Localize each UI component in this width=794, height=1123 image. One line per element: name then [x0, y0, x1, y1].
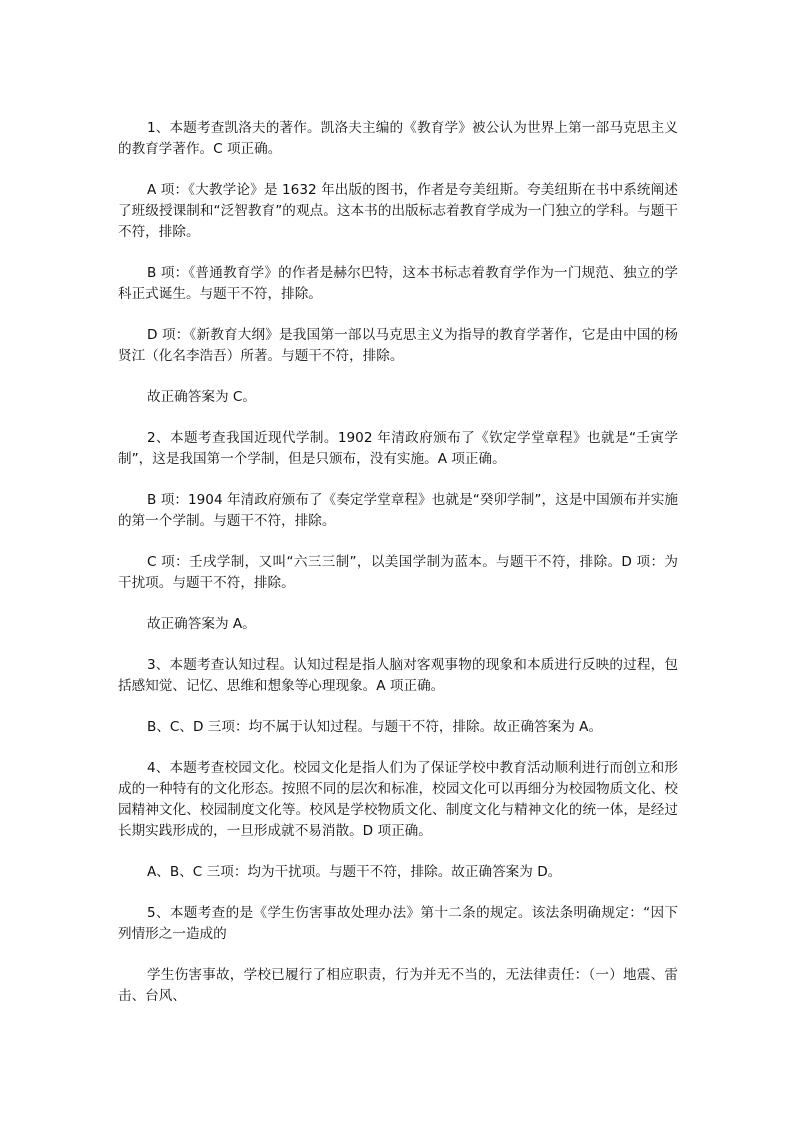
paragraph-q3-options: B、C、D 三项：均不属于认知过程。与题干不符，排除。故正确答案为 A。: [147, 719, 603, 735]
paragraph-q1-option-d: D 项：《新教育大纲》是我国第一部以马克思主义为指导的教育学著作，它是由中国的杨贤江（化名李浩吾）所著。与题干不符，排除。: [118, 327, 678, 364]
paragraph-q5-intro: 5、本题考查的是《学生伤害事故处理办法》第十二条的规定。该法条明确规定：“因下列情形之一造成的: [118, 905, 678, 942]
paragraph-q2-option-cd: C 项：壬戌学制，又叫“六三三制”，以美国学制为蓝本。与题干不符，排除。D 项：为干扰项。与题干不符，排除。: [118, 554, 678, 591]
paragraph-q2-option-b: B 项：1904 年清政府颁布了《奏定学堂章程》也就是“癸卯学制”，这是中国颁布并实施的第一个学制。与题干不符，排除。: [118, 492, 678, 529]
document-page: [118, 118, 678, 1027]
paragraph-q2-intro: 2、本题考查我国近现代学制。1902 年清政府颁布了《钦定学堂章程》也就是“壬寅学制”，这是我国第一个学制，但是只颁布，没有实施。A 项正确。: [118, 430, 678, 467]
paragraph-q3-intro: 3、本题考查认知过程。认知过程是指人脑对客观事物的现象和本质进行反映的过程，包括感知觉、记忆、思维和想象等心理现象。A 项正确。: [118, 657, 678, 694]
paragraph-q1-intro: 1、本题考查凯洛夫的著作。凯洛夫主编的《教育学》被公认为世界上第一部马克思主义的教育学著作。C 项正确。: [118, 120, 678, 157]
paragraph-q4-intro: 4、本题考查校园文化。校园文化是指人们为了保证学校中教育活动顺利进行而创立和形成的一种特有的文化形态。按照不同的层次和标准，校园文化可以再细分为校园物质文化、校园精神文化、校园制度文化等。校风是学校物质文化、制度文化与精神文化的统一体，是经过长期实践形成的，一旦形成就不易消散。D 项正确。: [118, 760, 678, 839]
paragraph-q5-continued: 学生伤害事故，学校已履行了相应职责，行为并无不当的，无法律责任：（一）地震、雷击、台风、: [118, 967, 678, 1004]
paragraph-q2-answer: 故正确答案为 A。: [147, 616, 256, 632]
paragraph-q1-option-b: B 项：《普通教育学》的作者是赫尔巴特，这本书标志着教育学作为一门规范、独立的学科正式诞生。与题干不符，排除。: [118, 265, 678, 302]
paragraph-q1-option-a: A 项：《大教学论》是 1632 年出版的图书，作者是夸美纽斯。夸美纽斯在书中系统阐述了班级授课制和“泛智教育”的观点。这本书的出版标志着教育学成为一门独立的学科。与题干不符，排除。: [118, 182, 678, 240]
paragraph-q4-options: A、B、C 三项：均为干扰项。与题干不符，排除。故正确答案为 D。: [147, 864, 562, 880]
paragraph-q1-answer: 故正确答案为 C。: [147, 389, 256, 405]
